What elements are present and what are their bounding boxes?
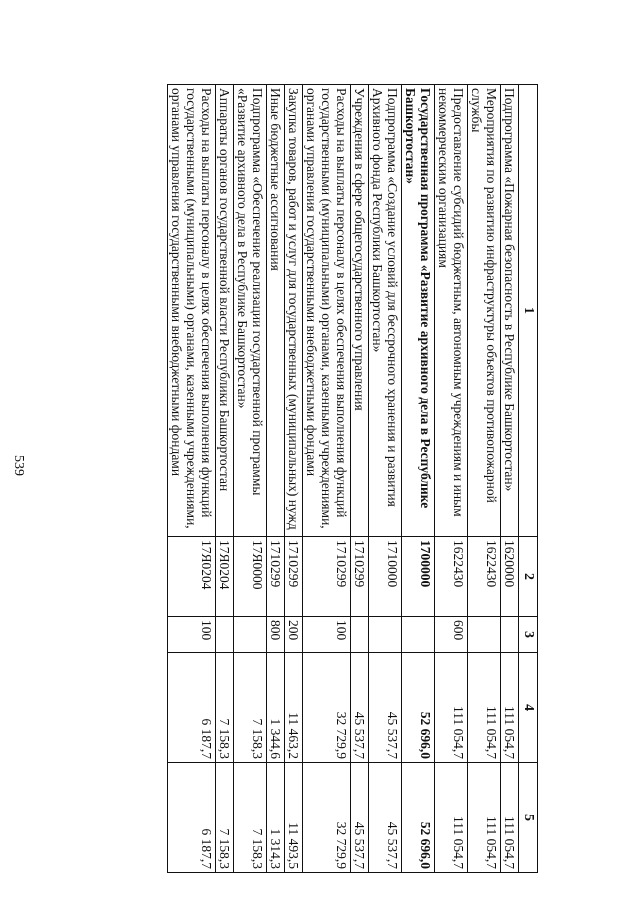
expense-type xyxy=(234,617,267,653)
row-name: Иные бюджетные ассигнования xyxy=(267,85,285,537)
amount-col-5: 11 493,5 xyxy=(285,763,303,873)
header-col-2: 2 xyxy=(519,537,538,617)
table-row xyxy=(369,85,402,873)
table-row xyxy=(351,85,369,873)
table-row xyxy=(402,85,435,873)
row-name: Государственная программа «Развитие архивного дела в Республике Башкортостан» xyxy=(402,85,435,537)
amount-col-4: 7 158,3 xyxy=(216,653,234,763)
target-code: 1710299 xyxy=(351,537,369,617)
amount-col-5: 45 537,7 xyxy=(369,763,402,873)
amount-col-5: 6 187,7 xyxy=(168,763,216,873)
amount-col-4: 45 537,7 xyxy=(369,653,402,763)
row-name: Подпрограмма «Обеспечение реализации государственной программы «Развитие архивного дела в Республике Башкортостан» xyxy=(234,85,267,537)
header-row xyxy=(519,85,538,873)
amount-col-4: 111 054,7 xyxy=(468,653,501,763)
target-code: 1710000 xyxy=(369,537,402,617)
row-name: Расходы на выплаты персоналу в целях обеспечения выполнения функций государственными (муниципальными) органами, казенными учреждениями, органами управления государственными внебюджетными фондами xyxy=(303,85,351,537)
target-code: 17Я0204 xyxy=(216,537,234,617)
target-code: 1700000 xyxy=(402,537,435,617)
amount-col-5: 111 054,7 xyxy=(435,763,468,873)
row-name: Расходы на выплаты персоналу в целях обеспечения выполнения функций государственными (муниципальными) органами, казенными учреждениями, органами управления государственными внебюджетными фондами xyxy=(168,85,216,537)
expense-type xyxy=(216,617,234,653)
table-row xyxy=(303,85,351,873)
amount-col-5: 32 729,9 xyxy=(303,763,351,873)
expense-type: 600 xyxy=(435,617,468,653)
amount-col-4: 32 729,9 xyxy=(303,653,351,763)
amount-col-4: 6 187,7 xyxy=(168,653,216,763)
table-row xyxy=(435,85,468,873)
expense-type: 800 xyxy=(267,617,285,653)
expense-type xyxy=(351,617,369,653)
amount-col-4: 111 054,7 xyxy=(435,653,468,763)
amount-col-5: 45 537,7 xyxy=(351,763,369,873)
target-code: 17Я0000 xyxy=(234,537,267,617)
row-name: Мероприятия по развитию инфраструктуры объектов противопожарной службы xyxy=(468,85,501,537)
target-code: 1620000 xyxy=(501,537,519,617)
page-number: 539 xyxy=(11,455,26,476)
target-code: 1622430 xyxy=(435,537,468,617)
expense-type xyxy=(402,617,435,653)
table-row xyxy=(468,85,501,873)
rotated-table-container xyxy=(88,84,538,872)
target-code: 1710299 xyxy=(303,537,351,617)
table-row xyxy=(168,85,216,873)
row-name: Предоставление субсидий бюджетным, автономным учреждениям и иным некоммерческим организациям xyxy=(435,85,468,537)
amount-col-5: 7 158,3 xyxy=(216,763,234,873)
amount-col-5: 1 314,3 xyxy=(267,763,285,873)
amount-col-5: 111 054,7 xyxy=(501,763,519,873)
target-code: 1710299 xyxy=(267,537,285,617)
row-name: Учреждения в сфере общегосударственного управления xyxy=(351,85,369,537)
header-col-4: 4 xyxy=(519,653,538,763)
table-row xyxy=(216,85,234,873)
header-col-5: 5 xyxy=(519,763,538,873)
table-row xyxy=(501,85,519,873)
row-name: Подпрограмма «Создание условий для бессрочного хранения и развития Архивного фонда Республики Башкортостан» xyxy=(369,85,402,537)
amount-col-4: 7 158,3 xyxy=(234,653,267,763)
target-code: 1622430 xyxy=(468,537,501,617)
expense-type: 100 xyxy=(168,617,216,653)
budget-table xyxy=(167,84,538,873)
header-col-1: 1 xyxy=(519,85,538,537)
header-col-3: 3 xyxy=(519,617,538,653)
amount-col-4: 45 537,7 xyxy=(351,653,369,763)
target-code: 1710299 xyxy=(285,537,303,617)
expense-type: 200 xyxy=(285,617,303,653)
expense-type xyxy=(501,617,519,653)
amount-col-5: 7 158,3 xyxy=(234,763,267,873)
row-name: Закупка товаров, работ и услуг для государственных (муниципальных) нужд xyxy=(285,85,303,537)
expense-type: 100 xyxy=(303,617,351,653)
row-name: Подпрограмма «Пожарная безопасность в Республике Башкортостан» xyxy=(501,85,519,537)
expense-type xyxy=(468,617,501,653)
amount-col-4: 52 696,0 xyxy=(402,653,435,763)
amount-col-4: 111 054,7 xyxy=(501,653,519,763)
amount-col-5: 52 696,0 xyxy=(402,763,435,873)
table-row xyxy=(267,85,285,873)
table-row xyxy=(234,85,267,873)
target-code: 17Я0204 xyxy=(168,537,216,617)
amount-col-5: 111 054,7 xyxy=(468,763,501,873)
expense-type xyxy=(369,617,402,653)
table-row xyxy=(285,85,303,873)
amount-col-4: 1 344,6 xyxy=(267,653,285,763)
amount-col-4: 11 463,2 xyxy=(285,653,303,763)
row-name: Аппараты органов государственной власти Республики Башкортостан xyxy=(216,85,234,537)
